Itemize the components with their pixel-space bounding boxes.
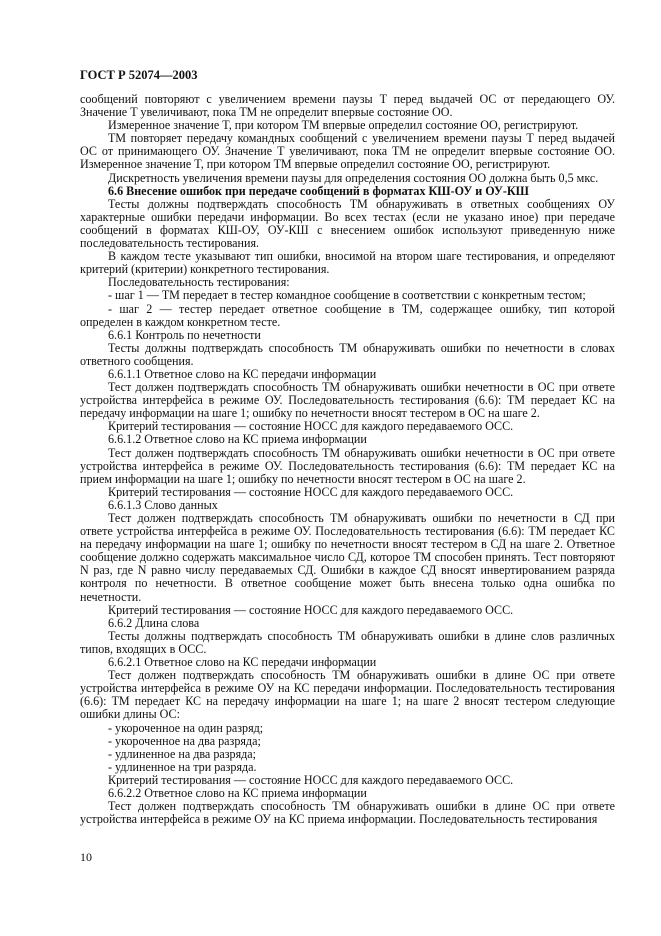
subsection-heading: 6.6.2.1 Ответное слово на КС передачи информации [108,655,377,670]
page-header-title: ГОСТ Р 52074—2003 [80,68,198,82]
list-item: - удлиненное на три разряда. [108,759,257,774]
paragraph: Критерий тестирования — состояние НОСС для каждого передаваемого ОСС. [108,772,514,787]
section-heading: 6.6 Внесение ошибок при передаче сообщений в форматах КШ-ОУ и ОУ-КШ [108,183,529,198]
list-item: - укороченное на два разряда; [108,733,261,748]
document-body [80,93,615,826]
paragraph: Тесты должны подтверждать способность ТМ обнаруживать ошибки в длине слов различных типов, входящих в ОСС. [80,628,615,656]
paragraph: В каждом тесте указывают тип ошибки, вносимой на втором шаге тестирования, и определяют критерий (критерии) конкретного тестирования. [80,249,615,277]
subsection-heading: 6.6.1.3 Слово данных [108,497,218,512]
paragraph: Критерий тестирования — состояние НОСС для каждого передаваемого ОСС. [108,602,514,617]
paragraph: Тест должен подтверждать способность ТМ обнаруживать ошибки в длине ОС при ответе устройства интерфейса в режиме ОУ на КС приема информации. Последовательность тестирования [80,799,615,827]
subsection-heading: 6.6.1.1 Ответное слово на КС передачи информации [108,366,377,381]
paragraph: Последовательность тестирования: [108,275,290,290]
subsection-heading: 6.6.2 Длина слова [108,615,200,630]
paragraph: сообщений повторяют с увеличением времени паузы T перед выдачей ОС от передающего ОУ. Значение T увеличивают, пока ТМ не определит впервые состояние ОО. [80,92,615,120]
subsection-heading: 6.6.1.2 Ответное слово на КС приема информации [108,432,367,447]
paragraph: ТМ повторяет передачу командных сообщений с увеличением времени паузы T перед выдачей ОС от принимающего ОУ. Значение T увеличивают, пока ТМ не определит впервые состояние ОО. Измеренное значение T, при котором ТМ впервые определил состояние ОО, регистрируют. [80,131,615,172]
subsection-heading: 6.6.2.2 Ответное слово на КС приема информации [108,785,367,800]
paragraph: Тесты должны подтверждать способность ТМ обнаруживать в ответных сообщениях ОУ характерные ошибки передачи информации. Во всех тестах (если не указано иное) при передаче сообщений в форматах КШ-ОУ, ОУ-КШ с внесением ошибок используют приведенную ниже последовательность тестирования. [80,196,615,251]
list-item: - шаг 1 — ТМ передает в тестер командное сообщение в соответствии с конкретным тестом; [108,288,586,303]
paragraph: Тесты должны подтверждать способность ТМ обнаруживать ошибки по нечетности в словах ответного сообщения. [80,340,615,368]
list-item: - укороченное на один разряд; [108,720,264,735]
list-item: - удлиненное на два разряда; [108,746,257,761]
subsection-heading: 6.6.1 Контроль по нечетности [108,327,261,342]
paragraph: Тест должен подтверждать способность ТМ обнаруживать ошибки нечетности в ОС при ответе устройства интерфейса в режиме ОУ. Последовательность тестирования (6.6): ТМ передает КС на прием информации на шаге 1; ошибку по нечетности вносят тестером в ОС на шаге 2. [80,445,615,486]
paragraph: Измеренное значение T, при котором ТМ впервые определил состояние ОО, регистрируют. [108,118,579,133]
paragraph: Тест должен подтверждать способность ТМ обнаруживать ошибки по нечетности в СД при ответе устройства интерфейса в режиме ОУ. Последовательность тестирования (6.6): ТМ передает КС на передачу информации на шаге 1; ошибку по нечетности вносят тестером в СД на шаге 2. Ответное сообщение должно содержать максимальное число СД, которое ТМ способен принять. Тест повторяют N раз, где N равно числу передаваемых СД. Ошибки в каждое СД вносят инвертированием разряда контроля по нечетности. В ответное сообщение может быть внесена только одна ошибка по нечетности. [80,511,615,604]
paragraph: Тест должен подтверждать способность ТМ обнаруживать ошибки нечетности в ОС при ответе устройства интерфейса в режиме ОУ. Последовательность тестирования (6.6): ТМ передает КС на передачу информации на шаге 1; ошибку по нечетности вносят тестером в ОС на шаге 2. [80,380,615,421]
paragraph: Тест должен подтверждать способность ТМ обнаруживать ошибки в длине ОС при ответе устройства интерфейса в режиме ОУ на КС передачи информации. Последовательность тестирования (6.6): ТМ передает КС на передачу информации на шаге 1; на шаге 2 вносят тестером следующие ошибки длины ОС: [80,668,615,722]
paragraph: Критерий тестирования — состояние НОСС для каждого передаваемого ОСС. [108,484,514,499]
paragraph: Критерий тестирования — состояние НОСС для каждого передаваемого ОСС. [108,419,514,434]
paragraph: Дискретность увеличения времени паузы для определения состояния ОО должна быть 0,5 мкс. [108,170,599,185]
list-item: - шаг 2 — тестер передает ответное сообщение в ТМ, содержащее ошибку, тип которой определен в каждом конкретном тесте. [80,301,615,329]
page-number: 10 [80,850,92,864]
